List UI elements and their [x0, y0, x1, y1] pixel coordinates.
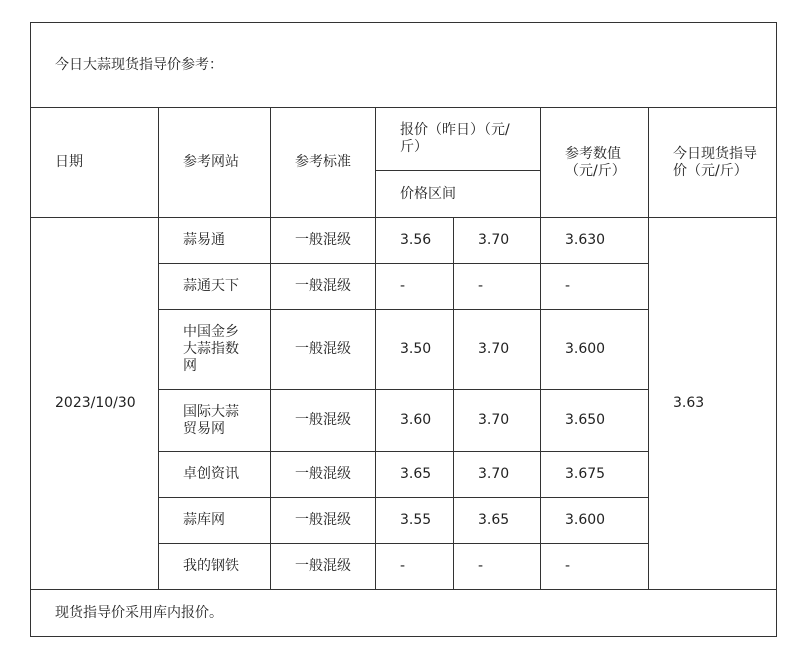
table-row	[31, 218, 777, 264]
site-cell: 蒜库网	[159, 498, 271, 544]
header-price-yesterday-text: 报价（昨日）（元/斤）	[400, 122, 510, 155]
header-date: 日期	[31, 108, 159, 218]
site-cell: 蒜易通	[159, 218, 271, 264]
header-ref-value	[541, 108, 649, 218]
header-guide-price-text: 今日现货指导价（元/斤）	[673, 145, 757, 179]
high-price-cell: 3.70	[454, 390, 541, 452]
standard-cell: 一般混级	[271, 498, 376, 544]
header-site: 参考网站	[159, 108, 271, 218]
ref-value-cell: -	[541, 544, 649, 590]
site-cell-text: 国际大蒜贸易网	[183, 403, 239, 437]
site-cell: 卓创资讯	[159, 452, 271, 498]
high-price-cell: 3.70	[454, 310, 541, 390]
table-title: 今日大蒜现货指导价参考：	[31, 23, 777, 108]
ref-value-cell: 3.630	[541, 218, 649, 264]
site-cell	[159, 390, 271, 452]
standard-cell: 一般混级	[271, 390, 376, 452]
high-price-cell: 3.70	[454, 218, 541, 264]
low-price-cell: 3.56	[376, 218, 454, 264]
ref-value-cell: 3.600	[541, 310, 649, 390]
high-price-cell: 3.70	[454, 452, 541, 498]
table-note: 现货指导价采用库内报价。	[31, 590, 777, 637]
low-price-cell: -	[376, 544, 454, 590]
site-cell	[159, 310, 271, 390]
ref-value-cell: 3.650	[541, 390, 649, 452]
date-cell: 2023/10/30	[31, 218, 159, 590]
standard-cell: 一般混级	[271, 544, 376, 590]
low-price-cell: 3.60	[376, 390, 454, 452]
header-ref-value-text: 参考数值（元/斤）	[565, 145, 626, 179]
ref-value-cell: 3.675	[541, 452, 649, 498]
ref-value-cell: 3.600	[541, 498, 649, 544]
standard-cell: 一般混级	[271, 310, 376, 390]
header-price-range: 价格区间	[376, 171, 541, 218]
low-price-cell: 3.65	[376, 452, 454, 498]
header-guide-price	[649, 108, 777, 218]
low-price-cell: 3.55	[376, 498, 454, 544]
high-price-cell: -	[454, 544, 541, 590]
guide-price-table	[30, 22, 777, 637]
low-price-cell: 3.50	[376, 310, 454, 390]
standard-cell: 一般混级	[271, 264, 376, 310]
low-price-cell: -	[376, 264, 454, 310]
standard-cell: 一般混级	[271, 452, 376, 498]
site-cell: 我的钢铁	[159, 544, 271, 590]
high-price-cell: 3.65	[454, 498, 541, 544]
ref-value-cell: -	[541, 264, 649, 310]
site-cell: 蒜通天下	[159, 264, 271, 310]
header-standard: 参考标准	[271, 108, 376, 218]
standard-cell: 一般混级	[271, 218, 376, 264]
site-cell-text: 中国金乡大蒜指数网	[183, 324, 239, 374]
high-price-cell: -	[454, 264, 541, 310]
guide-price-cell: 3.63	[649, 218, 777, 590]
header-price-yesterday	[376, 108, 541, 171]
